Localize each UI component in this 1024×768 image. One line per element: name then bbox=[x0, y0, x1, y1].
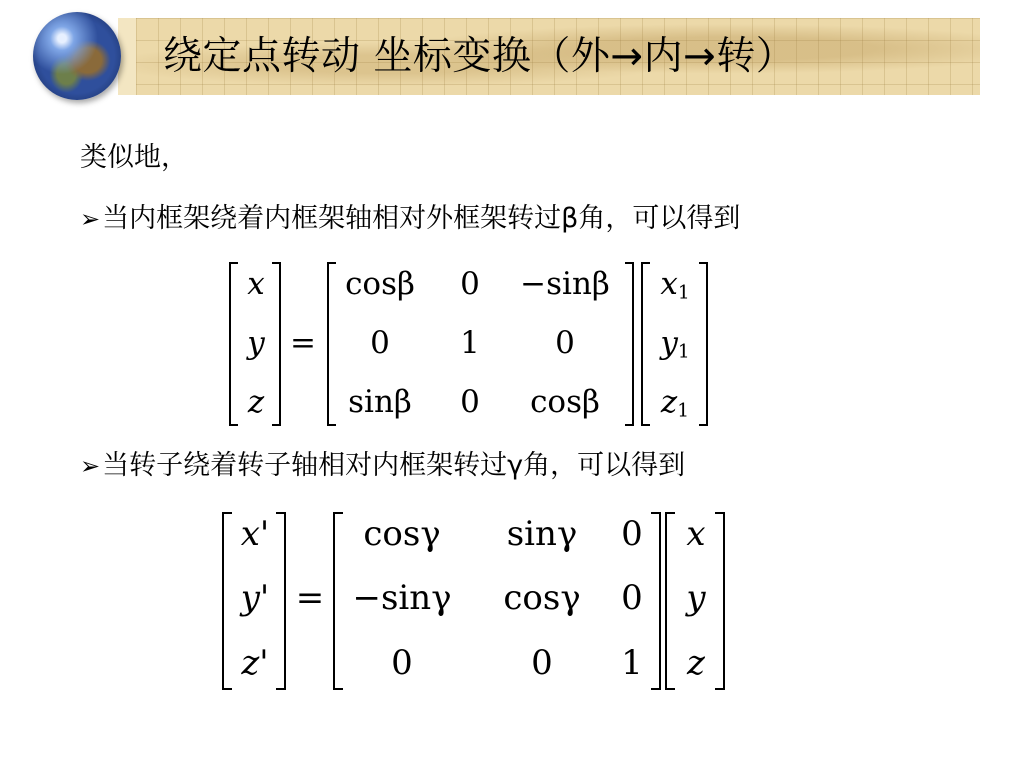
matrix-entry: 0 bbox=[370, 325, 390, 361]
rhs-entry: z bbox=[687, 643, 705, 683]
matrix-left-bracket bbox=[333, 512, 343, 690]
rhs-entry: $x_1$ bbox=[660, 266, 690, 304]
bullet-arrow-icon: ➢ bbox=[80, 205, 101, 233]
matrix-entry: 0 bbox=[391, 643, 413, 683]
matrix-entry: −sinγ bbox=[352, 578, 452, 618]
page-title: 绕定点转动 坐标变换（外→内→转） bbox=[163, 34, 796, 79]
matrix-entry: sinβ bbox=[348, 384, 412, 420]
rhs-entry: x bbox=[686, 514, 706, 554]
matrix-entry: cosβ bbox=[530, 384, 600, 420]
matrix-entry: 0 bbox=[555, 325, 575, 361]
rhs-left-bracket bbox=[665, 512, 675, 690]
intro-text: 类似地， bbox=[80, 142, 188, 173]
lhs-entry: y' bbox=[240, 578, 270, 618]
matrix-entry: 1 bbox=[460, 325, 480, 361]
matrix-entry: cosγ bbox=[503, 578, 581, 618]
lhs-entry: x bbox=[247, 266, 265, 302]
lhs-entry: z' bbox=[241, 643, 269, 683]
matrix-entry: sinγ bbox=[506, 514, 578, 554]
lhs-entry: z bbox=[247, 384, 265, 420]
matrix-entry: 0 bbox=[531, 643, 553, 683]
bullet-arrow-icon: ➢ bbox=[80, 452, 101, 480]
rhs-entry: $z_1$ bbox=[660, 384, 690, 422]
matrix-entry: 0 bbox=[621, 578, 643, 618]
matrix-entry: 1 bbox=[621, 643, 643, 683]
matrix-entry: −sinβ bbox=[520, 266, 610, 302]
rhs-entry: y bbox=[686, 578, 706, 618]
matrix-entry: 0 bbox=[460, 384, 480, 420]
matrix-entry: 0 bbox=[460, 266, 480, 302]
bullet-text: 当转子绕着转子轴相对内框架转过γ角，可以得到 bbox=[102, 450, 686, 481]
equals-sign: = bbox=[290, 325, 316, 361]
matrix-entry: cosγ bbox=[363, 514, 441, 554]
matrix-right-bracket bbox=[651, 512, 661, 690]
bullet-text: 当内框架绕着内框架轴相对外框架转过β角，可以得到 bbox=[102, 203, 741, 234]
lhs-left-bracket bbox=[222, 512, 232, 690]
matrix-entry: 0 bbox=[621, 514, 643, 554]
lhs-entry: y bbox=[247, 325, 265, 361]
lhs-entry: x' bbox=[240, 514, 270, 554]
equals-sign: = bbox=[295, 578, 325, 618]
rhs-entry: $y_1$ bbox=[660, 325, 690, 363]
matrix-entry: cosβ bbox=[345, 266, 415, 302]
